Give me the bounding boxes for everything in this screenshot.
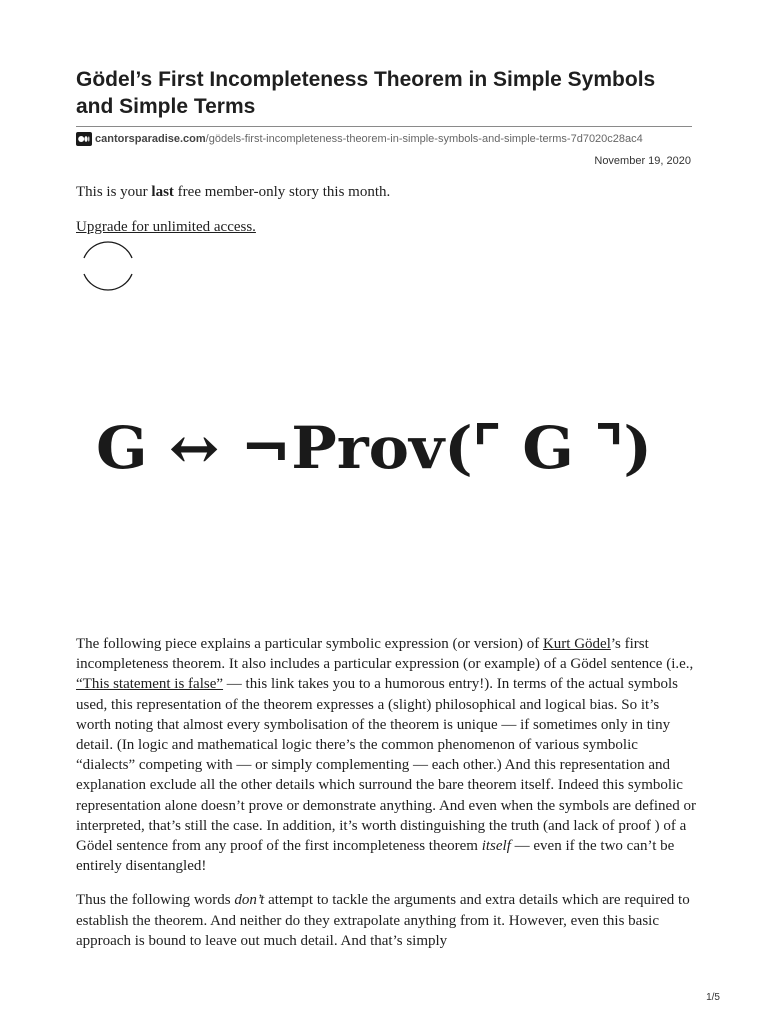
medium-logo-icon xyxy=(76,132,92,146)
article-title: Gödel’s First Incompleteness Theorem in Simple Symbols and Simple Terms xyxy=(76,68,656,118)
p2-emphasis: don’t xyxy=(234,892,265,909)
kurt-godel-link[interactable]: Kurt Gödel xyxy=(542,636,611,652)
this-statement-is-false-link[interactable]: “This statement is false” xyxy=(76,676,224,693)
p2-text-2: attempt to tackle the arguments and extra details which are required to establish the theorem. And neither do they extrapolate anything from it. However, even this basic approach is bound to leave out much detail. And that’s simply xyxy=(76,892,690,949)
source-path[interactable]: /gödels-first-incompleteness-theorem-in-simple-symbols-and-simple-terms-7d7020c28ac4 xyxy=(205,133,643,145)
member-notice-suffix: free member-only story this month. xyxy=(173,184,391,200)
member-notice xyxy=(76,184,390,201)
p1-text-1: The following piece explains a particular symbolic expression (or version) of xyxy=(76,636,543,652)
paragraph-2 xyxy=(76,890,696,951)
paragraph-1 xyxy=(76,634,696,876)
spinner-icon xyxy=(80,238,136,294)
publish-date: November 19, 2020 xyxy=(594,155,691,167)
source-domain[interactable]: cantorsparadise.com xyxy=(95,133,206,145)
formula-text: G ↔ ¬Prov(⌜ G ⌝) xyxy=(96,414,652,482)
member-notice-bold: last xyxy=(151,184,174,200)
p1-text-3: — this link takes you to a humorous entry!). In terms of the actual symbols used, this representation of the theorem expresses a (slight) philosophical and logical bias. So it’s worth noting that almost every symbolisation of the theorem is unique — if sometimes only in tiny detail. (In logic and mathematical logic there’s the common phenomenon of various symbolic “dialects” competing with — or simply complementing — each other.) And this representation and explanation exclude all the other details which surround the bare theorem itself. Indeed this symbolic representation alone doesn’t prove or demonstrate anything. And even when the symbols are defined or interpreted, that’s still the case. In addition, it’s worth distinguishing the truth (and lack of proof ) of a Gödel sentence from any proof of the first incompleteness theorem xyxy=(76,676,696,855)
member-notice-prefix: This is your xyxy=(76,184,152,200)
p1-text-2: ’s first incompleteness theorem. It also includes a particular expression (or example) of a Gödel sentence (i.e., xyxy=(76,636,694,673)
article-body xyxy=(76,634,696,965)
source-url[interactable] xyxy=(76,131,692,147)
header-divider xyxy=(76,126,692,127)
p1-text-4: — even if the two can’t be entirely disentangled! xyxy=(76,838,675,875)
upgrade-link[interactable]: Upgrade for unlimited access. xyxy=(76,219,256,235)
godel-formula xyxy=(96,408,696,488)
p1-emphasis: itself xyxy=(481,838,511,855)
p2-text-1: Thus the following words xyxy=(76,892,235,909)
page-number: 1/5 xyxy=(706,992,720,1003)
